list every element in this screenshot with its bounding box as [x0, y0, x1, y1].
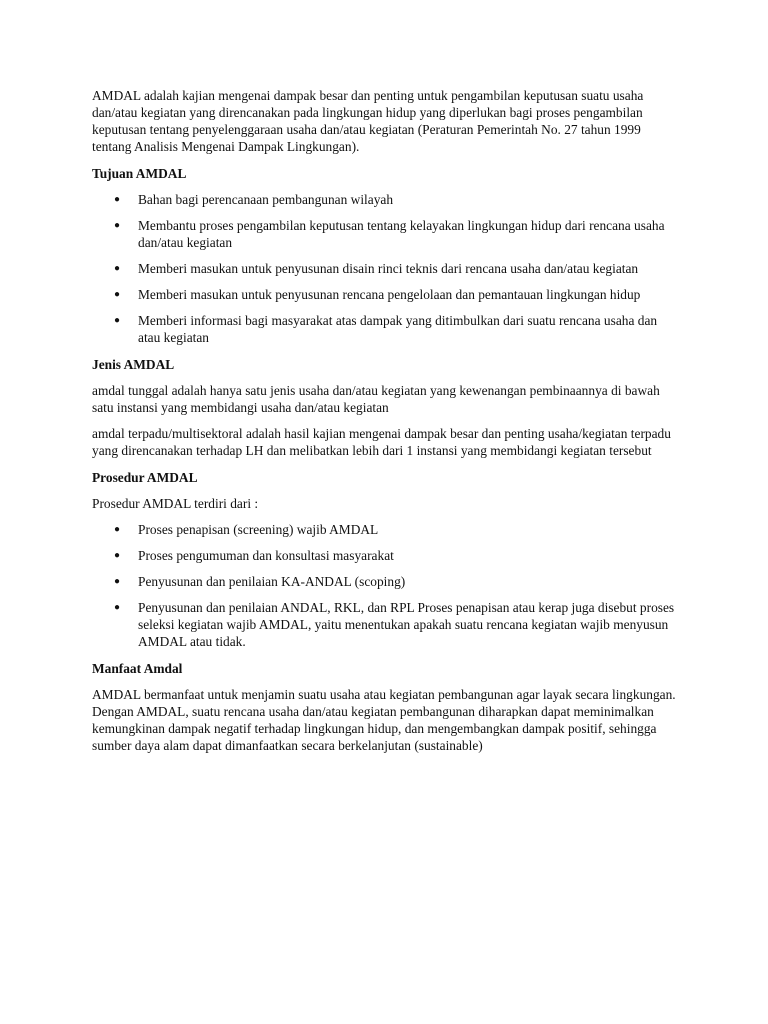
prosedur-list [92, 521, 678, 650]
list-item [92, 312, 678, 346]
bullet-icon: ● [114, 602, 121, 613]
list-item-text: Bahan bagi perencanaan pembangunan wilayah [138, 192, 394, 207]
list-item-text: Memberi informasi bagi masyarakat atas dampak yang ditimbulkan dari suatu rencana usaha dan atau kegiatan [138, 313, 658, 345]
jenis-paragraph-tunggal: amdal tunggal adalah hanya satu jenis usaha dan/atau kegiatan yang kewenangan pembinaannya di bawah satu instansi yang membidangi usaha dan/atau kegiatan [92, 383, 660, 415]
heading-tujuan: Tujuan AMDAL [92, 166, 187, 181]
bullet-icon: ● [114, 576, 121, 587]
prosedur-intro: Prosedur AMDAL terdiri dari : [92, 496, 259, 511]
list-item [92, 191, 678, 208]
list-item-text: Penyusunan dan penilaian KA-ANDAL (scoping) [138, 574, 406, 589]
list-item-text: Penyusunan dan penilaian ANDAL, RKL, dan RPL Proses penapisan atau kerap juga disebut proses seleksi kegiatan wajib AMDAL, yaitu menentukan apakah suatu rencana kegiatan wajib menyusun AMDAL atau tidak. [138, 600, 675, 649]
heading-manfaat: Manfaat Amdal [92, 661, 183, 676]
bullet-icon: ● [114, 524, 121, 535]
bullet-icon: ● [114, 315, 121, 326]
list-item [92, 217, 678, 251]
list-item [92, 260, 678, 277]
list-item [92, 573, 678, 590]
bullet-icon: ● [114, 194, 121, 205]
list-item-text: Memberi masukan untuk penyusunan disain rinci teknis dari rencana usaha dan/atau kegiatan [138, 261, 639, 276]
list-item-text: Memberi masukan untuk penyusunan rencana pengelolaan dan pemantauan lingkungan hidup [138, 287, 641, 302]
intro-paragraph: AMDAL adalah kajian mengenai dampak besar dan penting untuk pengambilan keputusan suatu usaha dan/atau kegiatan yang direncanakan pada lingkungan hidup yang diperlukan bagi proses pengambilan keputusan tentang penyelenggaraan usaha dan/atau kegiatan (Peraturan Pemerintah No. 27 tahun 1999 tentang Analisis Mengenai Dampak Lingkungan). [92, 88, 644, 154]
list-item-text: Membantu proses pengambilan keputusan tentang kelayakan lingkungan hidup dari rencana usaha dan/atau kegiatan [138, 218, 665, 250]
list-item [92, 547, 678, 564]
list-item [92, 521, 678, 538]
tujuan-list [92, 191, 678, 346]
bullet-icon: ● [114, 220, 121, 231]
heading-jenis: Jenis AMDAL [92, 357, 175, 372]
manfaat-paragraph: AMDAL bermanfaat untuk menjamin suatu usaha atau kegiatan pembangunan agar layak secara lingkungan. Dengan AMDAL, suatu rencana usaha dan/atau kegiatan pembangunan diharapkan dapat meminimalkan kemungkinan dampak negatif terhadap lingkungan hidup, dan mengembangkan dampak positif, sehingga sumber daya alam dapat dimanfaatkan secara berkelanjutan (sustainable) [92, 687, 676, 753]
list-item [92, 599, 678, 650]
bullet-icon: ● [114, 263, 121, 274]
bullet-icon: ● [114, 289, 121, 300]
list-item [92, 286, 678, 303]
list-item-text: Proses pengumuman dan konsultasi masyarakat [138, 548, 394, 563]
bullet-icon: ● [114, 550, 121, 561]
list-item-text: Proses penapisan (screening) wajib AMDAL [138, 522, 379, 537]
heading-prosedur: Prosedur AMDAL [92, 470, 198, 485]
jenis-paragraph-terpadu: amdal terpadu/multisektoral adalah hasil kajian mengenai dampak besar dan penting usaha/kegiatan terpadu yang direncanakan terhadap LH dan melibatkan lebih dari 1 instansi yang membidangi kegiatan tersebut [92, 426, 671, 458]
